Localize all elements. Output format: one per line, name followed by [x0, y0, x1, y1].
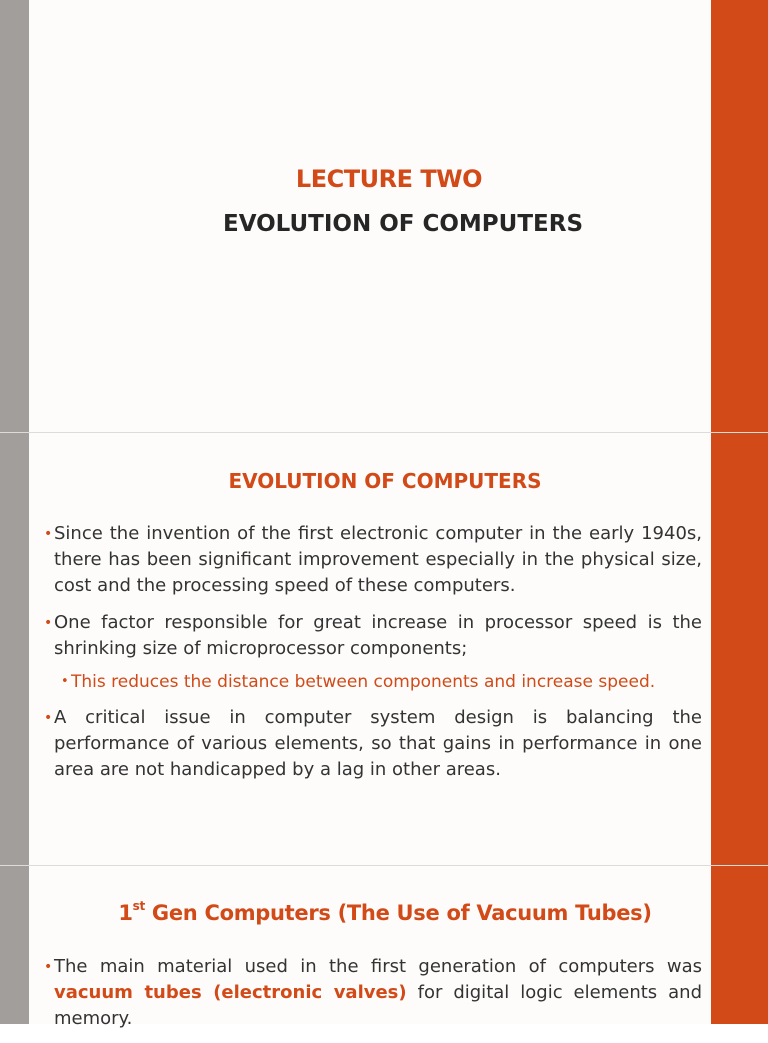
slide-heading: EVOLUTION OF COMPUTERS: [228, 469, 542, 493]
bullet-highlight: vacuum tubes (electronic valves): [54, 982, 407, 1003]
bullet-dot-icon: •: [44, 615, 53, 631]
heading-number: 1: [118, 901, 133, 925]
bullet-item: [44, 954, 702, 1032]
bullet-text-after: for digital logic elements and memory.: [54, 982, 702, 1029]
slide-title: [0, 0, 768, 432]
bullet-text: One factor responsible for great increase in processor speed is the shrinking size of microprocessor components;: [54, 612, 702, 659]
left-accent-bar: [0, 866, 29, 1024]
bullet-dot-icon: •: [44, 710, 53, 726]
bullet-list: [44, 521, 702, 794]
bullet-item: [44, 521, 702, 599]
bullet-text: A critical issue in computer system design is balancing the performance of various elements, so that gains in performance in one area are not handicapped by a lag in other areas.: [54, 707, 702, 780]
slide-heading: [0, 901, 768, 925]
bullet-item: [44, 610, 702, 662]
bullet-dot-icon: •: [44, 959, 53, 975]
bullet-dot-icon: •: [61, 674, 69, 689]
left-accent-bar: [0, 433, 29, 865]
heading-superscript: st: [132, 899, 145, 913]
bullet-text: Since the invention of the first electronic computer in the early 1940s, there has been significant improvement especially in the physical size, cost and the processing speed of these computers.: [54, 523, 702, 596]
lecture-subtitle: EVOLUTION OF COMPUTERS: [222, 211, 584, 237]
heading-text: Gen Computers (The Use of Vacuum Tubes): [144, 901, 652, 925]
right-accent-bar: [711, 866, 768, 1024]
bullet-list: [44, 954, 702, 1043]
bullet-text-before: The main material used in the first generation of computers was: [54, 956, 702, 977]
bullet-dot-icon: •: [44, 526, 53, 542]
right-accent-bar: [711, 433, 768, 865]
bullet-item: [44, 705, 702, 783]
sub-bullet-item: [44, 670, 702, 694]
lecture-title: LECTURE TWO: [295, 165, 483, 193]
sub-bullet-text: This reduces the distance between components and increase speed.: [71, 672, 656, 692]
